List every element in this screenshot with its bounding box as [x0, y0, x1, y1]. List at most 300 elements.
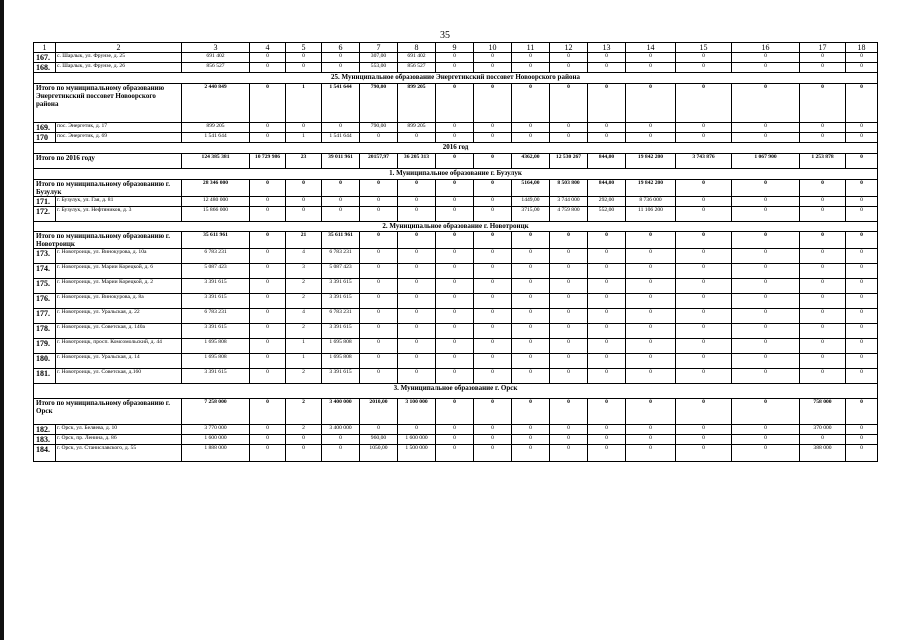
value-cell: 0	[846, 324, 878, 339]
value-cell: 0	[436, 425, 474, 435]
value-cell: 0	[474, 264, 512, 279]
value-cell: 0	[398, 309, 436, 324]
column-header: 10	[474, 43, 512, 53]
table-row	[34, 279, 878, 294]
address-cell: г. Новотроицк, ул. Уральская, д. 22	[56, 309, 182, 324]
total-row	[34, 154, 878, 169]
table-row	[34, 339, 878, 354]
value-cell: 0	[732, 232, 800, 249]
value-cell: 1	[286, 339, 322, 354]
value-cell: 0	[322, 207, 360, 222]
value-cell: 0	[676, 425, 732, 435]
value-cell: 35 611 961	[322, 232, 360, 249]
value-cell: 4362,00	[512, 154, 550, 169]
value-cell: 0	[800, 123, 846, 133]
value-cell: 0	[676, 445, 732, 462]
value-cell: 0	[286, 53, 322, 63]
section-header-row	[34, 169, 878, 180]
value-cell: 1 888 000	[182, 445, 250, 462]
value-cell: 0	[286, 197, 322, 207]
value-cell: 0	[550, 425, 588, 435]
value-cell: 0	[512, 294, 550, 309]
value-cell: 0	[846, 435, 878, 445]
value-cell: 2010,00	[360, 399, 398, 425]
value-cell: 0	[398, 264, 436, 279]
value-cell: 0	[512, 339, 550, 354]
table-row	[34, 324, 878, 339]
value-cell: 3 391 615	[182, 294, 250, 309]
value-cell: 0	[436, 154, 474, 169]
value-cell: 0	[512, 445, 550, 462]
value-cell: 0	[846, 53, 878, 63]
address-cell: пос. Энергетик, д. 17	[56, 123, 182, 133]
section-title: 2016 год	[34, 143, 878, 154]
value-cell: 0	[550, 133, 588, 143]
value-cell: 0	[550, 53, 588, 63]
value-cell: 0	[846, 369, 878, 384]
value-cell: 0	[550, 294, 588, 309]
value-cell: 0	[846, 63, 878, 73]
value-cell: 0	[250, 399, 286, 425]
value-cell: 1050,00	[360, 445, 398, 462]
value-cell: 0	[800, 63, 846, 73]
value-cell: 0	[846, 264, 878, 279]
value-cell: 5 087 423	[322, 264, 360, 279]
column-header: 11	[512, 43, 550, 53]
table-row	[34, 445, 878, 462]
value-cell: 3 770 000	[182, 425, 250, 435]
table-row	[34, 294, 878, 309]
value-cell: 0	[436, 264, 474, 279]
value-cell: 0	[626, 232, 676, 249]
address-cell: с. Шарлык, ул. Фрунзе, д. 26	[56, 63, 182, 73]
row-number: 176.	[34, 294, 56, 309]
value-cell: 0	[732, 369, 800, 384]
value-cell: 0	[286, 445, 322, 462]
row-number: 173.	[34, 249, 56, 264]
value-cell: 0	[286, 207, 322, 222]
value-cell: 0	[398, 279, 436, 294]
row-number: 170	[34, 133, 56, 143]
value-cell: 0	[286, 63, 322, 73]
table-row	[34, 63, 878, 73]
value-cell: 0	[626, 53, 676, 63]
value-cell: 0	[846, 339, 878, 354]
value-cell: 0	[322, 435, 360, 445]
value-cell: 12 530 267	[550, 154, 588, 169]
value-cell: 0	[436, 369, 474, 384]
value-cell: 0	[732, 53, 800, 63]
value-cell: 0	[550, 249, 588, 264]
value-cell: 12 480 000	[182, 197, 250, 207]
value-cell: 0	[286, 435, 322, 445]
value-cell: 0	[474, 63, 512, 73]
value-cell: 0	[800, 354, 846, 369]
value-cell: 0	[800, 197, 846, 207]
value-cell: 10 729 986	[250, 154, 286, 169]
value-cell: 0	[732, 435, 800, 445]
row-number: 168.	[34, 63, 56, 73]
value-cell: 0	[474, 369, 512, 384]
table-row	[34, 264, 878, 279]
value-cell: 0	[398, 354, 436, 369]
value-cell: 0	[626, 133, 676, 143]
address-cell: г. Новотроицк, ул. Советская, д. 140а	[56, 324, 182, 339]
value-cell: 1 253 878	[800, 154, 846, 169]
value-cell: 0	[732, 339, 800, 354]
value-cell: 6 783 231	[322, 249, 360, 264]
row-number: 169.	[34, 123, 56, 133]
table-row	[34, 207, 878, 222]
value-cell: 0	[846, 207, 878, 222]
value-cell: 0	[474, 154, 512, 169]
value-cell: 0	[398, 197, 436, 207]
value-cell: 0	[250, 232, 286, 249]
value-cell: 0	[550, 84, 588, 123]
value-cell: 0	[550, 399, 588, 425]
value-cell: 0	[360, 369, 398, 384]
value-cell: 553,00	[360, 63, 398, 73]
value-cell: 0	[512, 399, 550, 425]
value-cell: 0	[626, 399, 676, 425]
value-cell: 2	[286, 399, 322, 425]
value-cell: 0	[732, 133, 800, 143]
value-cell: 0	[360, 133, 398, 143]
address-cell: пос. Энергетик, д. 69	[56, 133, 182, 143]
address-cell: г. Орск, ул. Станиславского, д. 55	[56, 445, 182, 462]
value-cell: 0	[846, 309, 878, 324]
address-cell: г. Орск, ул. Беляева, д. 10	[56, 425, 182, 435]
address-cell: г. Новотроицк, ул. Марии Корецкой, д. 6	[56, 264, 182, 279]
value-cell: 0	[800, 84, 846, 123]
value-cell: 0	[676, 339, 732, 354]
table-row	[34, 249, 878, 264]
value-cell: 691 402	[398, 53, 436, 63]
value-cell: 0	[360, 249, 398, 264]
value-cell: 0	[436, 123, 474, 133]
column-header: 18	[846, 43, 878, 53]
value-cell: 0	[846, 445, 878, 462]
value-cell: 23	[286, 154, 322, 169]
value-cell: 0	[626, 279, 676, 294]
value-cell: 0	[732, 324, 800, 339]
value-cell: 0	[474, 249, 512, 264]
value-cell: 0	[626, 309, 676, 324]
total-row	[34, 232, 878, 249]
total-label: Итого по муниципальному образованию г. Бузулук	[34, 180, 182, 197]
value-cell: 0	[550, 339, 588, 354]
value-cell: 0	[550, 279, 588, 294]
value-cell: 0	[846, 197, 878, 207]
value-cell: 0	[732, 445, 800, 462]
value-cell: 0	[588, 84, 626, 123]
value-cell: 0	[800, 264, 846, 279]
value-cell: 1	[286, 354, 322, 369]
value-cell: 1449,00	[512, 197, 550, 207]
value-cell: 3 391 615	[322, 279, 360, 294]
value-cell: 0	[846, 232, 878, 249]
column-header: 17	[800, 43, 846, 53]
value-cell: 0	[250, 84, 286, 123]
value-cell: 6 783 231	[182, 309, 250, 324]
table-row	[34, 435, 878, 445]
value-cell: 0	[512, 84, 550, 123]
value-cell: 388 000	[800, 445, 846, 462]
column-header: 8	[398, 43, 436, 53]
value-cell: 124 385 381	[182, 154, 250, 169]
value-cell: 0	[512, 435, 550, 445]
value-cell: 0	[800, 339, 846, 354]
value-cell: 0	[250, 425, 286, 435]
value-cell: 0	[474, 294, 512, 309]
value-cell: 8 736 000	[626, 197, 676, 207]
value-cell: 20157,97	[360, 154, 398, 169]
value-cell: 0	[588, 133, 626, 143]
value-cell: 0	[550, 63, 588, 73]
value-cell: 0	[550, 264, 588, 279]
address-cell: г. Новотроицк, ул. Марии Корецкой, д. 2	[56, 279, 182, 294]
value-cell: 1	[286, 133, 322, 143]
value-cell: 0	[436, 309, 474, 324]
value-cell: 0	[732, 399, 800, 425]
value-cell: 0	[626, 339, 676, 354]
section-title: 1. Муниципальное образование г. Бузулук	[34, 169, 878, 180]
value-cell: 0	[676, 63, 732, 73]
total-row	[34, 180, 878, 197]
address-cell: г. Орск, пр. Ленина, д. 86	[56, 435, 182, 445]
value-cell: 0	[846, 123, 878, 133]
value-cell: 0	[676, 294, 732, 309]
value-cell: 28 346 000	[182, 180, 250, 197]
value-cell: 0	[250, 324, 286, 339]
value-cell: 0	[436, 399, 474, 425]
value-cell: 0	[436, 249, 474, 264]
value-cell: 0	[436, 180, 474, 197]
value-cell: 39 011 961	[322, 154, 360, 169]
value-cell: 0	[676, 435, 732, 445]
value-cell: 0	[322, 63, 360, 73]
value-cell: 35 611 961	[182, 232, 250, 249]
column-header: 1	[34, 43, 56, 53]
column-header: 14	[626, 43, 676, 53]
value-cell: 0	[436, 53, 474, 63]
value-cell: 0	[250, 123, 286, 133]
value-cell: 0	[626, 354, 676, 369]
value-cell: 3 391 615	[322, 369, 360, 384]
value-cell: 0	[588, 369, 626, 384]
value-cell: 0	[588, 123, 626, 133]
value-cell: 0	[512, 425, 550, 435]
section-header-row	[34, 222, 878, 232]
value-cell: 3 100 000	[398, 399, 436, 425]
value-cell: 2	[286, 425, 322, 435]
value-cell: 758 000	[800, 399, 846, 425]
value-cell: 1 695 808	[182, 339, 250, 354]
value-cell: 0	[732, 425, 800, 435]
value-cell: 5 087 423	[182, 264, 250, 279]
value-cell: 0	[800, 294, 846, 309]
value-cell: 0	[732, 279, 800, 294]
value-cell: 0	[676, 197, 732, 207]
value-cell: 0	[436, 232, 474, 249]
table-row	[34, 123, 878, 133]
value-cell: 790,00	[360, 123, 398, 133]
value-cell: 0	[676, 84, 732, 123]
column-header: 12	[550, 43, 588, 53]
value-cell: 3 391 615	[322, 324, 360, 339]
value-cell: 6 783 231	[322, 309, 360, 324]
column-header: 7	[360, 43, 398, 53]
value-cell: 0	[512, 249, 550, 264]
value-cell: 0	[474, 197, 512, 207]
value-cell: 0	[676, 232, 732, 249]
value-cell: 0	[512, 369, 550, 384]
section-header-row	[34, 73, 878, 84]
value-cell: 1 695 808	[322, 354, 360, 369]
address-cell: г. Новотроицк, просп. Комсомольский, д. 44	[56, 339, 182, 354]
total-label: Итого по муниципальному образованию г. Орск	[34, 399, 182, 425]
value-cell: 0	[800, 180, 846, 197]
value-cell: 307,00	[360, 53, 398, 63]
column-header: 2	[56, 43, 182, 53]
column-header: 3	[182, 43, 250, 53]
value-cell: 0	[800, 232, 846, 249]
value-cell: 0	[512, 123, 550, 133]
value-cell: 0	[732, 207, 800, 222]
value-cell: 0	[360, 207, 398, 222]
value-cell: 0	[474, 324, 512, 339]
table-row	[34, 197, 878, 207]
value-cell: 0	[732, 123, 800, 133]
value-cell: 0	[250, 309, 286, 324]
value-cell: 0	[588, 354, 626, 369]
value-cell: 3 400 000	[322, 399, 360, 425]
value-cell: 899 205	[398, 123, 436, 133]
value-cell: 0	[512, 232, 550, 249]
column-header-row	[34, 43, 878, 53]
value-cell: 0	[846, 294, 878, 309]
value-cell: 0	[360, 339, 398, 354]
value-cell: 0	[800, 249, 846, 264]
value-cell: 1 541 644	[322, 133, 360, 143]
total-label: Итого по муниципальному образованию г. Новотроицк	[34, 232, 182, 249]
value-cell: 0	[800, 435, 846, 445]
row-number: 181.	[34, 369, 56, 384]
table-row	[34, 354, 878, 369]
value-cell: 2	[286, 279, 322, 294]
value-cell: 0	[800, 309, 846, 324]
value-cell: 899 205	[182, 123, 250, 133]
value-cell: 0	[588, 339, 626, 354]
value-cell: 0	[800, 369, 846, 384]
value-cell: 0	[512, 63, 550, 73]
value-cell: 0	[800, 279, 846, 294]
value-cell: 0	[512, 279, 550, 294]
value-cell: 0	[250, 249, 286, 264]
value-cell: 0	[676, 264, 732, 279]
value-cell: 3 391 615	[322, 294, 360, 309]
value-cell: 0	[250, 279, 286, 294]
address-cell: г. Новотроицк, ул. Уральская, д. 14	[56, 354, 182, 369]
column-header: 16	[732, 43, 800, 53]
value-cell: 1 600 000	[398, 435, 436, 445]
value-cell: 7 258 000	[182, 399, 250, 425]
section-header-row	[34, 384, 878, 399]
value-cell: 0	[360, 197, 398, 207]
value-cell: 0	[846, 249, 878, 264]
value-cell: 0	[588, 294, 626, 309]
value-cell: 0	[360, 309, 398, 324]
value-cell: 0	[676, 399, 732, 425]
data-table	[33, 42, 878, 462]
value-cell: 1 600 000	[182, 435, 250, 445]
value-cell: 0	[626, 324, 676, 339]
value-cell: 0	[512, 264, 550, 279]
value-cell: 0	[676, 53, 732, 63]
value-cell: 960,00	[360, 435, 398, 445]
value-cell: 2	[286, 369, 322, 384]
value-cell: 0	[436, 294, 474, 309]
value-cell: 370 000	[800, 425, 846, 435]
value-cell: 0	[550, 324, 588, 339]
value-cell: 0	[398, 249, 436, 264]
column-header: 4	[250, 43, 286, 53]
value-cell: 0	[250, 435, 286, 445]
value-cell: 844,00	[588, 154, 626, 169]
value-cell: 552,00	[588, 207, 626, 222]
value-cell: 0	[250, 339, 286, 354]
value-cell: 0	[398, 133, 436, 143]
value-cell: 0	[322, 445, 360, 462]
address-cell: г. Новотроицк, ул. Винокурова, д. 10а	[56, 249, 182, 264]
section-title: 2. Муниципальное образование г. Новотроицк	[34, 222, 878, 232]
value-cell: 0	[250, 197, 286, 207]
address-cell: г. Новотроицк, ул. Винокурова, д. 8а	[56, 294, 182, 309]
value-cell: 0	[398, 425, 436, 435]
value-cell: 0	[250, 369, 286, 384]
value-cell: 0	[676, 180, 732, 197]
value-cell: 0	[588, 53, 626, 63]
value-cell: 4 759 800	[550, 207, 588, 222]
value-cell: 899 205	[398, 84, 436, 123]
address-cell: с. Шарлык, ул. Фрунзе, д. 25	[56, 53, 182, 63]
value-cell: 0	[360, 294, 398, 309]
row-number: 175.	[34, 279, 56, 294]
value-cell: 0	[732, 84, 800, 123]
value-cell: 3 391 615	[182, 369, 250, 384]
table-body	[34, 43, 878, 462]
value-cell: 5164,00	[512, 180, 550, 197]
value-cell: 0	[436, 197, 474, 207]
column-header: 5	[286, 43, 322, 53]
row-number: 179.	[34, 339, 56, 354]
address-cell: г. Бузулук, ул. Нефтяников, д. 3	[56, 207, 182, 222]
address-cell: г. Бузулук, ул. Гая, д. 81	[56, 197, 182, 207]
value-cell: 1 541 644	[322, 84, 360, 123]
value-cell: 0	[846, 279, 878, 294]
column-header: 15	[676, 43, 732, 53]
table-row	[34, 309, 878, 324]
value-cell: 0	[436, 207, 474, 222]
value-cell: 0	[626, 123, 676, 133]
value-cell: 0	[732, 264, 800, 279]
value-cell: 0	[474, 399, 512, 425]
row-number: 174.	[34, 264, 56, 279]
column-header: 9	[436, 43, 474, 53]
section-title: 3. Муниципальное образование г. Орск	[34, 384, 878, 399]
value-cell: 0	[550, 123, 588, 133]
value-cell: 0	[732, 197, 800, 207]
